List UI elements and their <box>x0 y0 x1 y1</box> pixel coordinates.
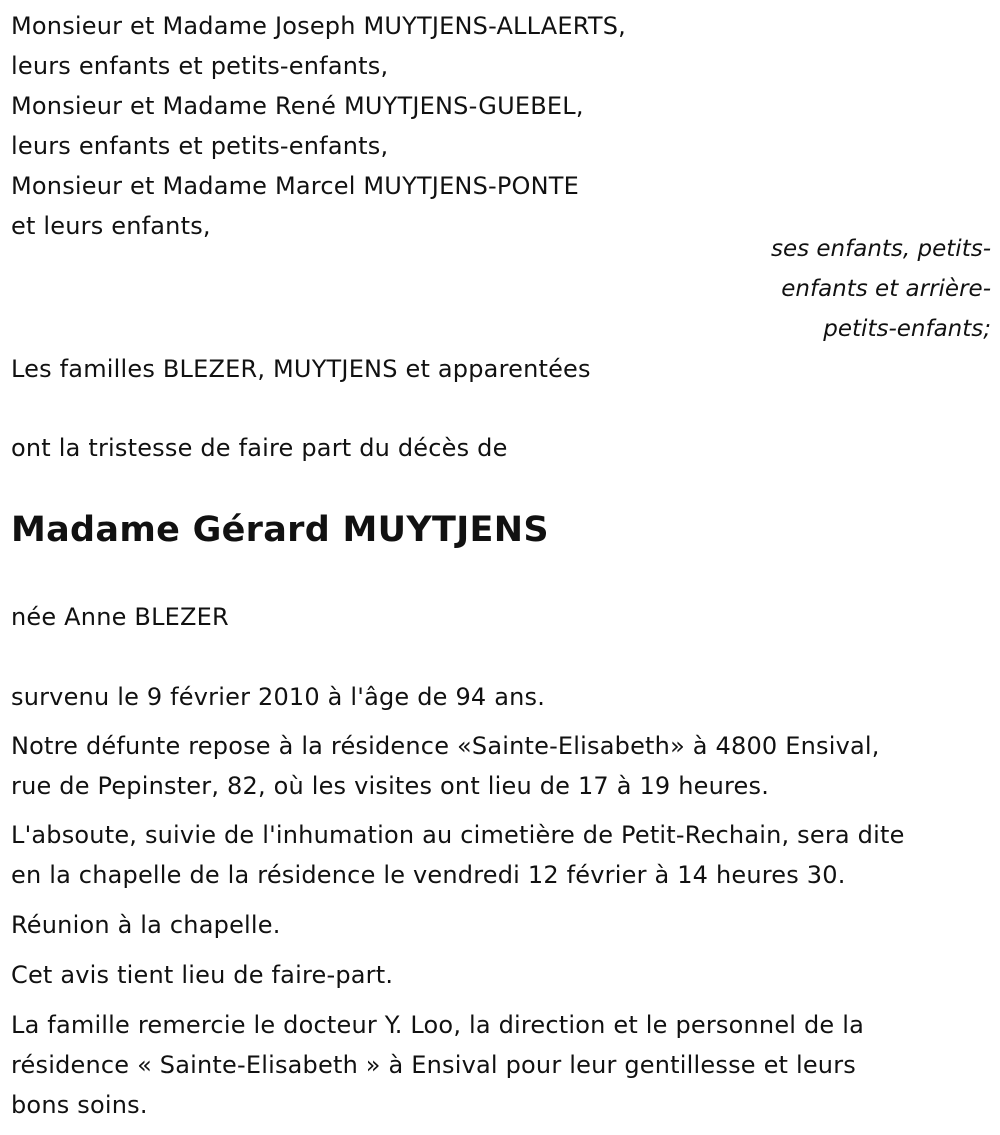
descendants-line-3: petits-enfants; <box>823 316 991 342</box>
announcement: ont la tristesse de faire part du décès de <box>11 434 508 462</box>
descendants-line-2: enfants et arrière- <box>781 276 991 302</box>
rest-place-line-1: Notre défunte repose à la résidence «Sainte-Elisabeth» à 4800 Ensival, <box>11 732 880 760</box>
family-line-1: Monsieur et Madame Joseph MUYTJENS-ALLAERTS, <box>11 12 626 40</box>
related-families: Les familles BLEZER, MUYTJENS et apparentées <box>11 355 591 383</box>
ceremony-line-2: en la chapelle de la résidence le vendredi 12 février à 14 heures 30. <box>11 861 846 889</box>
family-line-5: Monsieur et Madame Marcel MUYTJENS-PONTE <box>11 172 580 200</box>
deceased-name: Madame Gérard MUYTJENS <box>11 510 549 550</box>
ceremony-line-1: L'absoute, suivie de l'inhumation au cimetière de Petit-Rechain, sera dite <box>11 821 905 849</box>
family-line-4: leurs enfants et petits-enfants, <box>11 132 389 160</box>
thanks-line-2: résidence « Sainte-Elisabeth » à Ensival pour leur gentillesse et leurs <box>11 1051 856 1079</box>
rest-place-line-2: rue de Pepinster, 82, où les visites ont lieu de 17 à 19 heures. <box>11 772 770 800</box>
meeting-info: Réunion à la chapelle. <box>11 911 281 939</box>
thanks-line-1: La famille remercie le docteur Y. Loo, la direction et le personnel de la <box>11 1011 864 1039</box>
family-line-6: et leurs enfants, <box>11 212 211 240</box>
death-details: survenu le 9 février 2010 à l'âge de 94 ans. <box>11 683 546 711</box>
thanks-line-3: bons soins. <box>11 1091 148 1119</box>
maiden-name: née Anne BLEZER <box>11 603 229 631</box>
family-line-3: Monsieur et Madame René MUYTJENS-GUEBEL, <box>11 92 584 120</box>
family-line-2: leurs enfants et petits-enfants, <box>11 52 389 80</box>
notice-info: Cet avis tient lieu de faire-part. <box>11 961 394 989</box>
descendants-line-1: ses enfants, petits- <box>770 236 991 262</box>
